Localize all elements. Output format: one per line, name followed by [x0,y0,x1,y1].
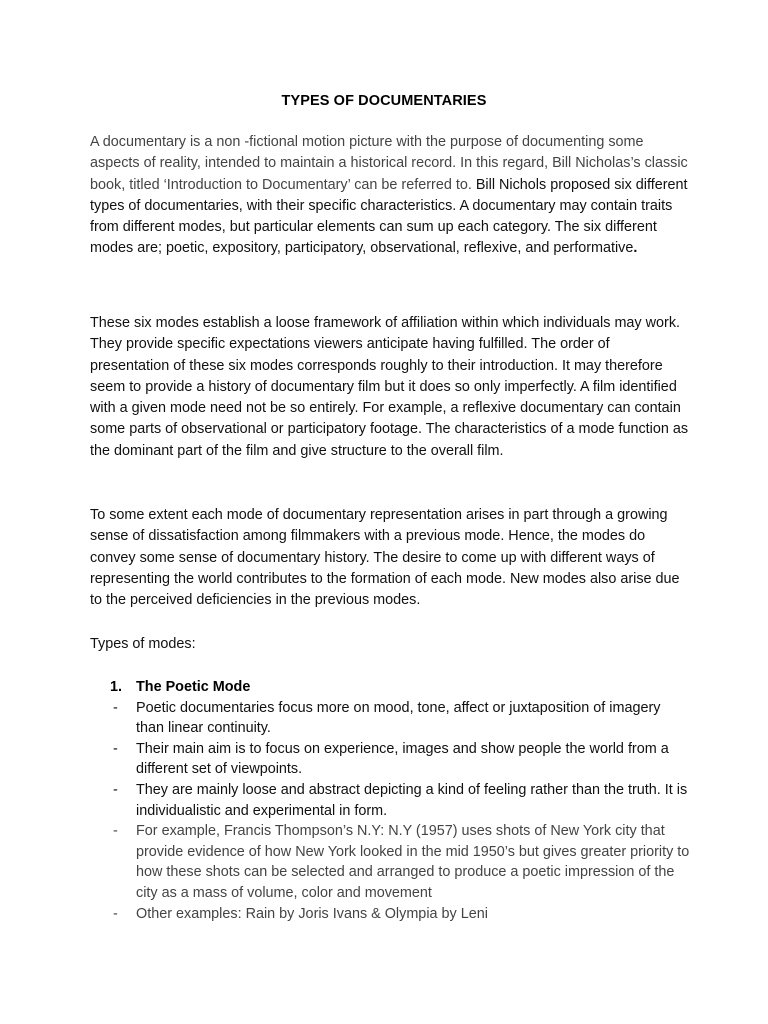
list-item-text: For example, Francis Thompson’s N.Y: N.Y (1957) uses shots of New York city that provide evidence of how New York looked in the mid 1950’s but gives greater priority to how these shots can be selected and arranged to produce a poetic impression of the city as a mass of volume, color and movement [136,823,690,901]
intro-text-part-2: Bill Nichols proposed six different types of documentaries, with their specific characteristics. A documentary may contain traits from different modes, but particular elements can sum up each category. The six different modes are; poetic, expository, participatory, observational, reflexive, and performative [90,176,688,257]
list-item [90,698,690,739]
dash-bullet-icon: - [113,699,118,716]
list-item [90,904,690,925]
dash-bullet-icon: - [113,740,118,757]
list-item-text: They are mainly loose and abstract depicting a kind of feeling rather than the truth. It is individualistic and experimental in form. [136,781,688,819]
intro-text-part-1: A documentary is a non -fictional motion picture with the purpose of documenting some aspects of reality, intended to maintain a historical record. In this regard, Bill Nicholas’s classic book, titled ‘Introduction to Documentary’ can be referred to. [90,134,688,193]
dash-bullet-icon: - [113,905,118,922]
modes-framework-paragraph: These six modes establish a loose framework of affiliation within which individuals may work. They provide specific expectations viewers anticipate having fulfilled. The order of presentation of these six modes corresponds roughly to their introduction. It may therefore seem to provide a history of documentary film but it does so only imperfectly. A film identified with a given mode need not be so entirely. For example, a reflexive documentary can contain some parts of observational or participatory footage. The characteristics of a mode function as the dominant part of the film and give structure to the overall film. [90,315,689,459]
document-title: TYPES OF DOCUMENTARIES [281,93,487,109]
mode-history-paragraph: To some extent each mode of documentary representation arises in part through a growing sense of dissatisfaction among filmmakers with a previous mode. Hence, the modes do convey some sense of documentary history. The desire to come up with different ways of representing the world contributes to the formation of each mode. New modes also arise due to the perceived deficiencies in the previous modes. [90,507,680,609]
list-item [90,739,690,780]
dash-bullet-icon: - [113,781,118,798]
modes-list [90,677,690,924]
intro-paragraph [90,132,690,260]
mode-number: 1. [110,679,123,695]
mode-title: The Poetic Mode [136,679,251,695]
types-heading: Types of modes: [90,636,196,652]
dash-bullet-icon: - [113,823,118,840]
list-item [90,780,690,821]
list-item-text: Their main aim is to focus on experience, images and show people the world from a different set of viewpoints. [136,740,669,778]
intro-text-part-3: . [633,240,638,257]
list-item-text: Other examples: Rain by Joris Ivans & Olympia by Leni [136,905,488,922]
list-item [90,821,690,903]
mode-heading-poetic [90,677,690,698]
list-item-text: Poetic documentaries focus more on mood, tone, affect or juxtaposition of imagery than linear continuity. [136,699,661,737]
